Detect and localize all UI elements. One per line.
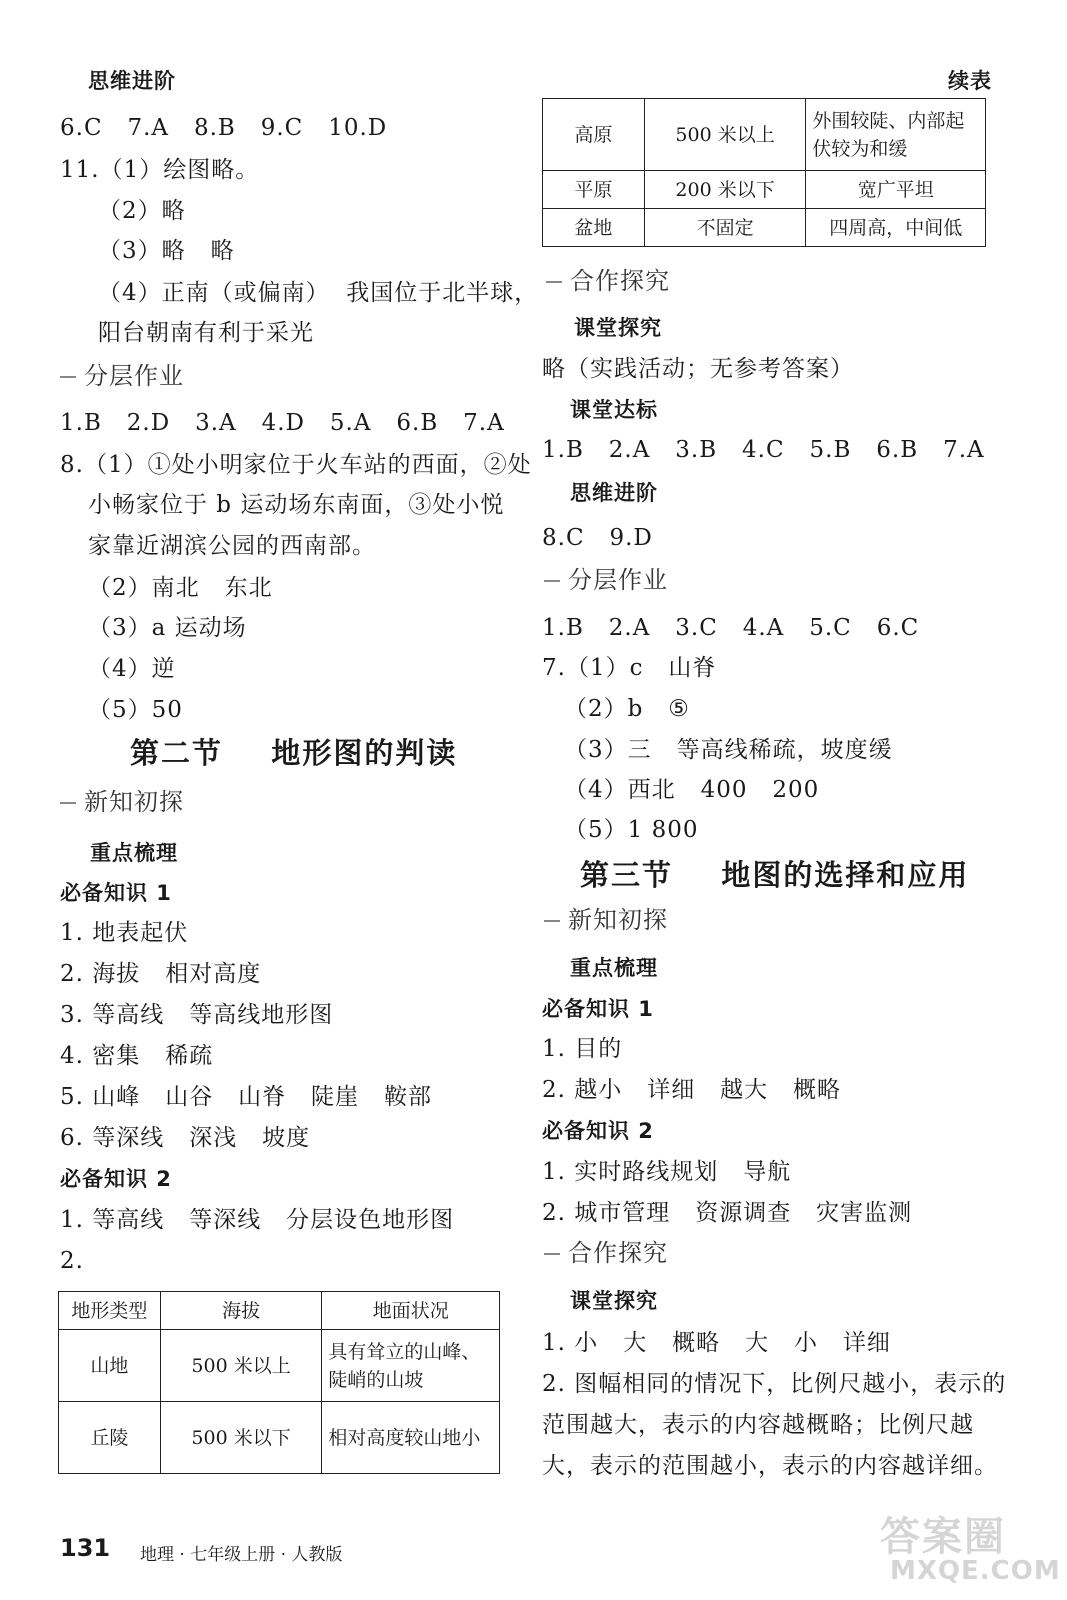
page-number: 131 (60, 1534, 111, 1562)
answer-line: （4）正南（或偏南） 我国位于北半球， (98, 280, 539, 306)
watermark-url: MXQE.COM (890, 1556, 1061, 1586)
answer-line: （2）b ⑤ (564, 696, 690, 722)
watermark-logo: 答案圈 (880, 1514, 1006, 1560)
table-row (543, 171, 986, 209)
table-cell: 盆地 (543, 209, 645, 247)
answer-line: 小畅家位于 b 运动场东南面，③处小悦 (88, 492, 505, 518)
table-row (59, 1402, 500, 1474)
answer-line: 1. 地表起伏 (60, 920, 189, 946)
dash-icon (60, 802, 76, 804)
answer-line: 2. (60, 1248, 84, 1274)
section-header-label: 合作探究 (568, 1239, 668, 1267)
answer-line: 4. 密集 稀疏 (60, 1043, 214, 1069)
answer-line: 6. 等深线 深浅 坡度 (60, 1125, 311, 1151)
answer-line: 8.C 9.D (542, 525, 653, 551)
table-header-cell: 海拔 (160, 1292, 322, 1330)
answer-line: 11.（1）绘图略。 (60, 157, 260, 183)
answer-line: 1.B 2.D 3.A 4.D 5.A 6.B 7.A (60, 410, 505, 436)
section-header-xinzhi (60, 787, 184, 817)
answer-line: 大，表示的范围越小，表示的内容越详细。 (542, 1453, 998, 1479)
table-cell: 外围较陡、内部起伏较为和缓 (806, 99, 986, 171)
table-cell: 500 米以下 (160, 1402, 322, 1474)
section-header-label: 分层作业 (568, 566, 668, 594)
answer-line: 1. 小 大 概略 大 小 详细 (542, 1330, 891, 1356)
answer-line: 2. 图幅相同的情况下，比例尺越小，表示的 (542, 1371, 1007, 1397)
chapter-title: 第二节 地形图的判读 (130, 736, 458, 770)
answer-line: （5）1 800 (564, 817, 699, 843)
answer-line: 1. 实时路线规划 导航 (542, 1159, 792, 1185)
answer-line: 范围越大，表示的内容越概略；比例尺越 (542, 1412, 974, 1438)
table-cell: 四周高，中间低 (806, 209, 986, 247)
section-header-fenceng (544, 565, 668, 595)
answer-line: 略（实践活动；无参考答案） (542, 356, 854, 382)
subsection-title: 课堂探究 (570, 1289, 658, 1313)
table-cell: 山地 (59, 1330, 161, 1402)
answer-line: 5. 山峰 山谷 山脊 陡崖 鞍部 (60, 1084, 432, 1110)
section-header-label: 合作探究 (570, 267, 670, 295)
dash-icon (544, 1253, 560, 1255)
subsection-title: 课堂探究 (574, 316, 662, 340)
answer-line: （3）略 略 (98, 238, 235, 264)
subsection-title: 重点梳理 (90, 841, 178, 865)
book-footer: 地理 · 七年级上册 · 人教版 (140, 1545, 343, 1565)
table-cell: 宽广平坦 (806, 171, 986, 209)
table-cell: 500 米以上 (644, 99, 806, 171)
table-continued-label: 续表 (948, 69, 992, 93)
section-header-hezuo (544, 1238, 668, 1268)
answer-line: （4）逆 (88, 656, 176, 682)
answer-line: 8.（1）①处小明家位于火车站的西面，②处 (60, 452, 532, 478)
subsection-title: 必备知识 2 (542, 1119, 654, 1143)
section-header-fenceng (60, 361, 184, 391)
subsection-title: 思维进阶 (570, 481, 658, 505)
dash-icon (544, 580, 560, 582)
answer-line: （3）三 等高线稀疏，坡度缓 (564, 737, 893, 763)
answer-line: 1.B 2.A 3.C 4.A 5.C 6.C (542, 615, 920, 641)
table-cell: 平原 (543, 171, 645, 209)
answer-line: 1. 等高线 等深线 分层设色地形图 (60, 1207, 455, 1233)
section-header-label: 分层作业 (84, 362, 184, 390)
subsection-title: 必备知识 1 (542, 997, 654, 1021)
subsection-title: 课堂达标 (570, 398, 658, 422)
answer-line: 7.（1）c 山脊 (542, 655, 717, 681)
answer-line: （5）50 (88, 697, 183, 723)
table-cell: 500 米以上 (160, 1330, 322, 1402)
answer-line: 6.C 7.A 8.B 9.C 10.D (60, 115, 388, 141)
section-header-xinzhi (544, 905, 668, 935)
table-row (543, 209, 986, 247)
subsection-title: 必备知识 1 (60, 881, 172, 905)
answer-line: 3. 等高线 等高线地形图 (60, 1002, 334, 1028)
answer-line: （4）西北 400 200 (564, 777, 820, 803)
answer-line: （3）a 运动场 (88, 615, 247, 641)
answer-line: （2）南北 东北 (88, 575, 273, 601)
section-title-siwei: 思维进阶 (88, 69, 176, 93)
table-cell: 相对高度较山地小 (322, 1402, 500, 1474)
answer-line: 2. 越小 详细 越大 概略 (542, 1077, 842, 1103)
answer-line: 家靠近湖滨公园的西南部。 (88, 533, 376, 559)
landform-table (58, 1291, 500, 1474)
answer-line: 2. 城市管理 资源调查 灾害监测 (542, 1200, 913, 1226)
dash-icon (544, 920, 560, 922)
table-cell: 高原 (543, 99, 645, 171)
subsection-title: 重点梳理 (570, 956, 658, 980)
table-header-cell: 地面状况 (322, 1292, 500, 1330)
section-header-label: 新知初探 (568, 906, 668, 934)
table-cell: 不固定 (644, 209, 806, 247)
section-header-label: 新知初探 (84, 788, 184, 816)
answer-line: 1.B 2.A 3.B 4.C 5.B 6.B 7.A (542, 437, 985, 463)
table-header-cell: 地形类型 (59, 1292, 161, 1330)
table-cell: 丘陵 (59, 1402, 161, 1474)
table-cell: 200 米以下 (644, 171, 806, 209)
dash-icon (60, 376, 76, 378)
table-header-row (59, 1292, 500, 1330)
table-row (543, 99, 986, 171)
subsection-title: 必备知识 2 (60, 1167, 172, 1191)
section-header-hezuo (546, 266, 670, 296)
answer-line: 阳台朝南有利于采光 (98, 320, 314, 346)
table-row (59, 1330, 500, 1402)
answer-line: 1. 目的 (542, 1036, 623, 1062)
table-cell: 具有耸立的山峰、陡峭的山坡 (322, 1330, 500, 1402)
chapter-title: 第三节 地图的选择和应用 (580, 858, 970, 892)
dash-icon (546, 281, 562, 283)
right-column (530, 0, 1067, 1600)
landform-table-continued (542, 98, 986, 247)
answer-line: 2. 海拔 相对高度 (60, 961, 262, 987)
answer-line: （2）略 (98, 198, 186, 224)
